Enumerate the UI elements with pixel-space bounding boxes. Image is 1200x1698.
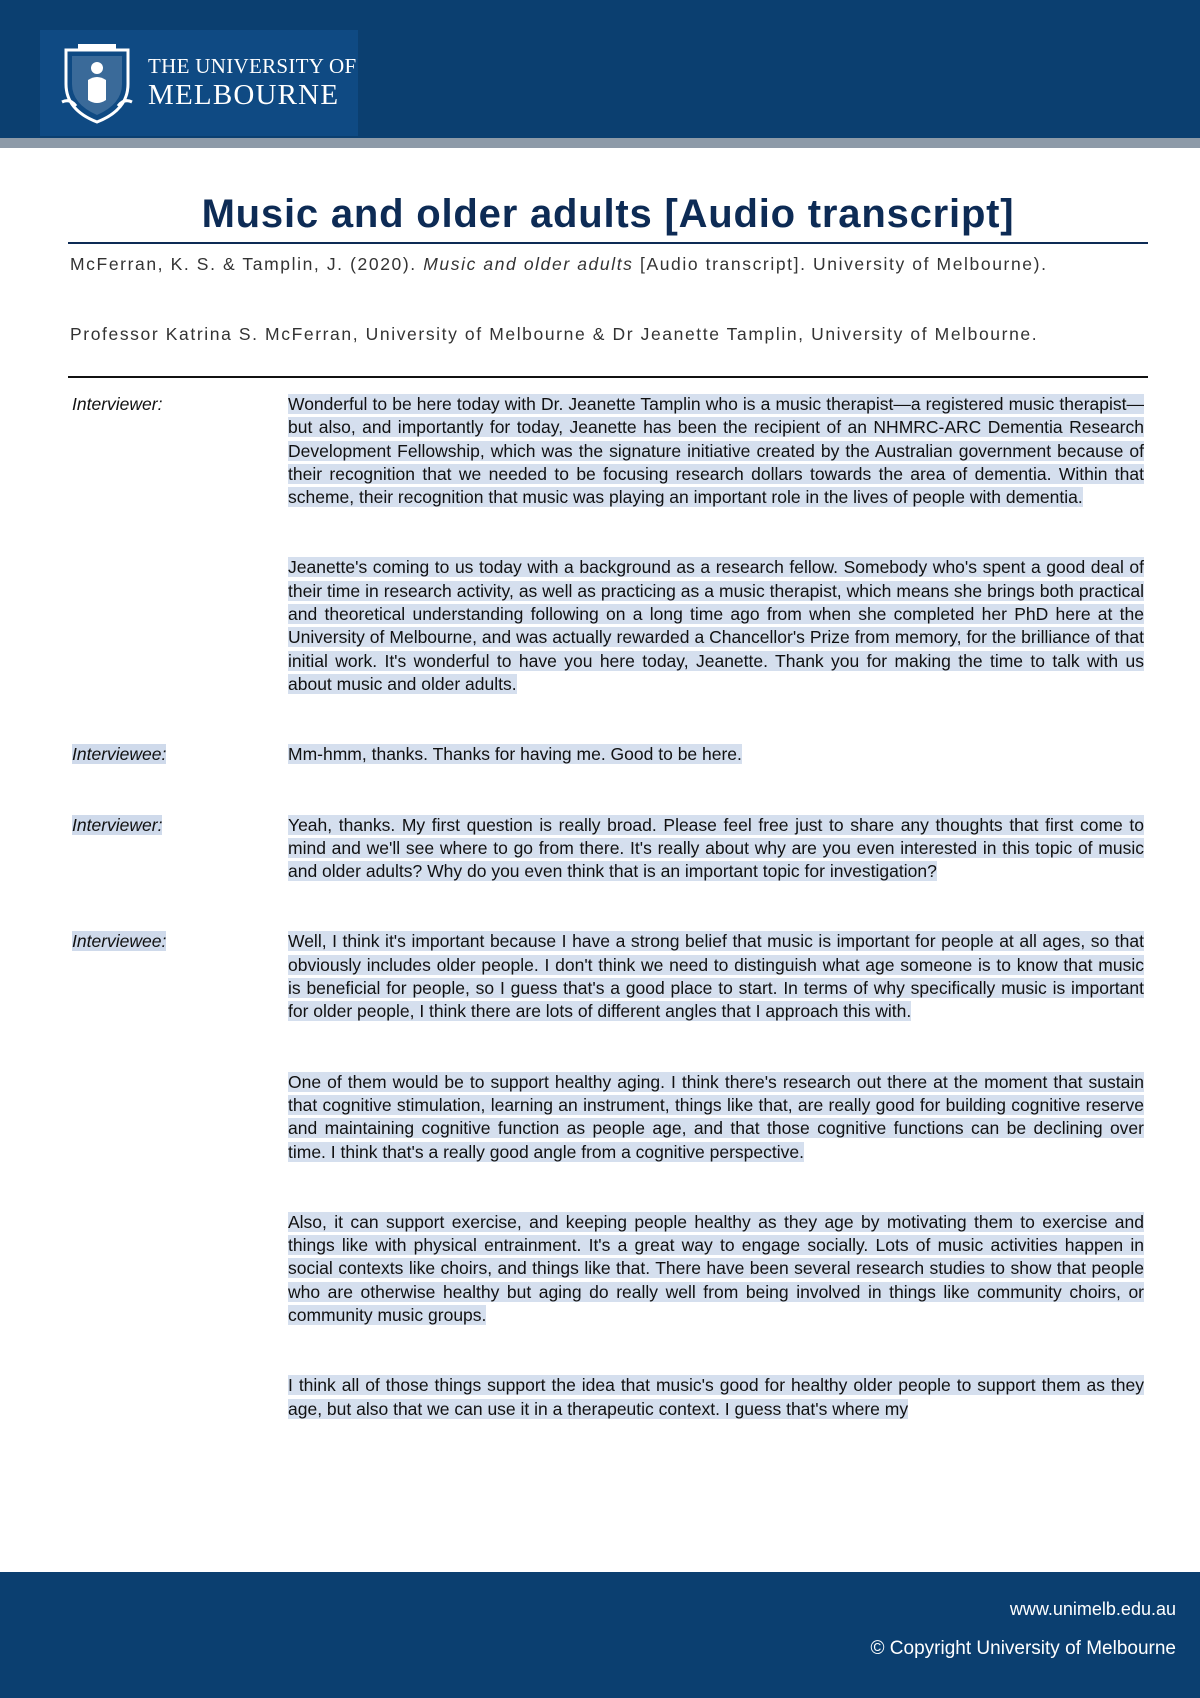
speaker-label: Interviewer: xyxy=(72,394,163,414)
transcript-paragraph[interactable]: Mm-hmm, thanks. Thanks for having me. Good to be here. xyxy=(288,744,742,765)
document-title: Music and older adults [Audio transcript] xyxy=(201,192,1015,236)
page-footer xyxy=(0,1572,1200,1698)
citation-title: Music and older adults xyxy=(423,254,634,274)
transcript-turn xyxy=(70,743,1148,766)
transcript-paragraph[interactable]: I think all of those things support the idea that music's good for healthy older people to support them as they age, but also that we can use it in a therapeutic context. I guess that's where my xyxy=(288,1375,1144,1419)
speaker-label: Interviewee: xyxy=(72,744,167,765)
page-header xyxy=(0,0,1200,138)
university-crest-icon xyxy=(58,40,136,126)
website-link[interactable]: www.unimelb.edu.au xyxy=(1009,1599,1176,1619)
header-divider xyxy=(0,138,1200,148)
transcript-turn xyxy=(70,393,1148,696)
transcript-paragraph[interactable]: Yeah, thanks. My first question is really broad. Please feel free just to share any thoughts that first come to mind and we'll see where to go from there. It's really about why are you even interested in this topic of music and older adults? Why do you even think that is an important topic for investigation? xyxy=(288,814,1144,882)
transcript-turn xyxy=(70,930,1148,1420)
transcript-turn xyxy=(70,814,1148,884)
transcript-paragraph[interactable]: Jeanette's coming to us today with a background as a research fellow. Somebody who's spent a good deal of their time in research activity, as well as practicing as a music therapist, which means she brings both practical and theoretical understanding following on a long time ago from when she completed her PhD here at the University of Melbourne, and was actually rewarded a Chancellor's Prize from memory, for the brilliance of that initial work. It's wonderful to have you here today, Jeanette. Thank you for making the time to talk with us about music and older adults. xyxy=(288,557,1144,694)
citation-divider xyxy=(68,376,1148,378)
title-divider xyxy=(68,242,1148,244)
transcript xyxy=(70,393,1148,1468)
logo-line-2: MELBOURNE xyxy=(148,78,340,111)
university-logo[interactable] xyxy=(40,30,358,136)
transcript-paragraph[interactable]: Wonderful to be here today with Dr. Jeanette Tamplin who is a music therapist—a registered music therapist—but also, and importantly for today, Jeanette has been the recipient of an NHMRC-ARC Dementia Research Development Fellowship, which was the signature initiative created by the Australian government because of their recognition that we needed to be focusing research dollars towards the area of dementia. Within that scheme, their recognition that music was playing an important role in the lives of people with dementia. xyxy=(288,394,1144,508)
logo-line-1: THE UNIVERSITY OF xyxy=(148,53,357,78)
transcript-paragraph[interactable]: Also, it can support exercise, and keeping people healthy as they age by motivating them to exercise and things like with physical entrainment. It's a great way to engage socially. Lots of music activities happen in social contexts like choirs, and things like that. There have been several research studies to show that people who are otherwise healthy but aging do really well from being involved in things like community choirs, or community music groups. xyxy=(288,1211,1144,1326)
speaker-label: Interviewer: xyxy=(72,814,163,835)
copyright-notice: © Copyright University of Melbourne xyxy=(870,1638,1176,1659)
speaker-label: Interviewee: xyxy=(72,931,167,952)
citation-suffix: [Audio transcript]. University of Melbourne). xyxy=(633,254,1048,274)
citation-prefix: McFerran, K. S. & Tamplin, J. (2020). xyxy=(70,254,424,274)
author-affiliations: Professor Katrina S. McFerran, University of Melbourne & Dr Jeanette Tamplin, University of Melbourne. xyxy=(70,324,1039,344)
transcript-paragraph[interactable]: One of them would be to support healthy aging. I think there's research out there at the moment that sustain that cognitive stimulation, learning an instrument, things like that, are really good for building cognitive reserve and maintaining cognitive function as people age, and that those cognitive functions can be declining over time. I think that's a really good angle from a cognitive perspective. xyxy=(288,1071,1144,1162)
transcript-paragraph[interactable]: Well, I think it's important because I have a strong belief that music is important for people at all ages, so that obviously includes older people. I don't think we need to distinguish what age someone is to know that music is beneficial for people, so I guess that's a good place to start. In terms of why specifically music is important for older people, I think there are lots of different angles that I approach this with. xyxy=(288,931,1144,1022)
citation xyxy=(70,251,1144,278)
